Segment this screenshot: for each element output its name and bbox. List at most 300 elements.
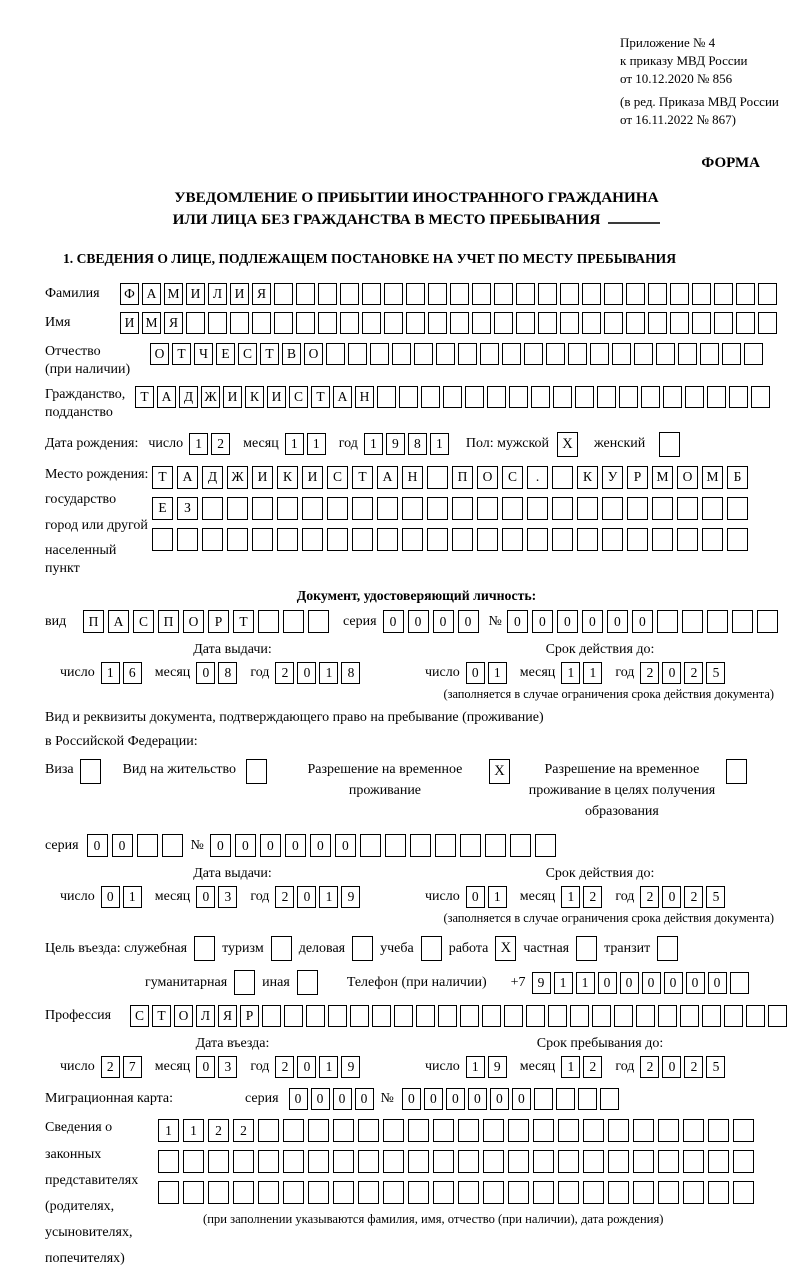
char-cell (233, 1181, 254, 1204)
char-cell (436, 343, 455, 365)
char-cell (406, 312, 425, 334)
char-cell: 0 (458, 610, 479, 633)
char-cell: 2 (583, 1056, 602, 1078)
char-cell (328, 1005, 347, 1027)
char-cell (702, 1005, 721, 1027)
char-cell (746, 1005, 765, 1027)
patronymic-label: Отчество (при наличии) (45, 343, 131, 377)
char-cell (577, 528, 598, 551)
business-checkbox (352, 936, 373, 961)
char-cell (560, 312, 579, 334)
char-cell (183, 1150, 204, 1173)
char-cell: М (702, 466, 723, 489)
char-cell: 1 (319, 1056, 338, 1078)
char-cell (702, 528, 723, 551)
char-cell: М (142, 312, 161, 334)
char-cell (485, 834, 506, 857)
char-cell (435, 834, 456, 857)
name-label: Имя (45, 314, 71, 330)
char-cell (362, 312, 381, 334)
char-cell (582, 312, 601, 334)
char-cell: 0 (408, 610, 429, 633)
char-cell: М (164, 283, 183, 305)
char-cell: 0 (297, 886, 316, 908)
char-cell (602, 497, 623, 520)
char-cell (633, 1150, 654, 1173)
section1-heading: 1. СВЕДЕНИЯ О ЛИЦЕ, ПОДЛЕЖАЩЕМ ПОСТАНОВКЕ НА УЧЕТ ПО МЕСТУ ПРЕБЫВАНИЯ (63, 250, 677, 266)
char-cell: Т (311, 386, 330, 408)
char-cell (392, 343, 411, 365)
rvp-valid-year-cells (640, 886, 728, 908)
char-cell (657, 610, 678, 633)
char-cell: 1 (488, 662, 507, 684)
char-cell (757, 610, 778, 633)
month-label: месяц (243, 436, 279, 451)
char-cell: 1 (561, 886, 580, 908)
char-cell (230, 312, 249, 334)
other-checkbox (297, 970, 318, 995)
char-cell: 1 (554, 972, 573, 994)
char-cell (546, 343, 565, 365)
char-cell (360, 834, 381, 857)
char-cell: Р (240, 1005, 259, 1027)
char-cell (383, 1150, 404, 1173)
char-cell: 2 (684, 886, 703, 908)
char-cell (619, 386, 638, 408)
char-cell (680, 1005, 699, 1027)
appendix-block (620, 34, 788, 129)
char-cell: 7 (123, 1056, 142, 1078)
char-cell: 1 (189, 433, 208, 455)
char-cell (510, 834, 531, 857)
char-cell (707, 610, 728, 633)
work-checkbox: X (495, 936, 516, 961)
char-cell (326, 343, 345, 365)
entry-month-cells (196, 1056, 240, 1078)
right-doc-options (45, 759, 788, 822)
rvp-valid-month-cells (561, 886, 605, 908)
doc-valid-day-cells (466, 662, 510, 684)
char-cell (408, 1181, 429, 1204)
char-cell: 0 (285, 834, 306, 857)
doc-valid-until-header: Срок действия до: (545, 642, 655, 658)
char-cell: 0 (708, 972, 727, 994)
char-cell (558, 1119, 579, 1142)
char-cell: 3 (218, 1056, 237, 1078)
rvp-valid-day-cells (466, 886, 510, 908)
char-cell: Я (252, 283, 271, 305)
char-cell (727, 497, 748, 520)
char-cell: 2 (211, 433, 230, 455)
char-cell (427, 528, 448, 551)
char-cell: О (677, 466, 698, 489)
char-cell: 2 (684, 662, 703, 684)
char-cell: 1 (101, 662, 120, 684)
char-cell (358, 1150, 379, 1173)
char-cell: 1 (466, 1056, 485, 1078)
char-cell: К (577, 466, 598, 489)
rvp-issue-date: число 0 1 месяц 0 3 год 2 0 1 9 (60, 886, 405, 908)
char-cell: 1 (307, 433, 326, 455)
char-cell (614, 1005, 633, 1027)
tourism-checkbox (271, 936, 292, 961)
char-cell (678, 343, 697, 365)
char-cell (509, 386, 528, 408)
form-title-line2: ИЛИ ЛИЦА БЕЗ ГРАЖДАНСТВА В МЕСТО ПРЕБЫВАНИЯ (45, 209, 788, 231)
char-cell: М (652, 466, 673, 489)
char-cell: 0 (87, 834, 108, 857)
char-cell (733, 1119, 754, 1142)
char-cell (508, 1119, 529, 1142)
rvp-number-cells (210, 834, 560, 857)
char-cell: Т (233, 610, 254, 633)
char-cell (736, 283, 755, 305)
char-cell: 5 (706, 886, 725, 908)
char-cell: 6 (123, 662, 142, 684)
char-cell (634, 343, 653, 365)
char-cell: 0 (686, 972, 705, 994)
char-cell: 0 (507, 610, 528, 633)
char-cell: 1 (488, 886, 507, 908)
char-cell (352, 497, 373, 520)
char-cell: Е (152, 497, 173, 520)
char-cell: 2 (275, 1056, 294, 1078)
char-cell (604, 283, 623, 305)
char-cell: О (304, 343, 323, 365)
char-cell (433, 1119, 454, 1142)
representatives-row2-cells (158, 1150, 758, 1173)
birthplace-row3-cells (152, 528, 752, 551)
char-cell (553, 386, 572, 408)
char-cell (372, 1005, 391, 1027)
char-cell (480, 343, 499, 365)
char-cell (502, 497, 523, 520)
work-label: работа (448, 940, 489, 956)
doc-series-label: серия (343, 613, 377, 629)
char-cell: Ж (201, 386, 220, 408)
sex-male-label: Пол: мужской (465, 435, 550, 451)
char-cell: 0 (383, 610, 404, 633)
char-cell (575, 386, 594, 408)
char-cell: С (133, 610, 154, 633)
char-cell: З (177, 497, 198, 520)
char-cell (306, 1005, 325, 1027)
char-cell (384, 283, 403, 305)
field-legal-representatives (45, 1119, 788, 1268)
title-blank-line (608, 210, 660, 224)
char-cell (352, 528, 373, 551)
char-cell (283, 610, 304, 633)
char-cell (504, 1005, 523, 1027)
char-cell: 1 (583, 662, 602, 684)
char-cell (727, 528, 748, 551)
humanitarian-label: гуманитарная (145, 974, 228, 990)
char-cell: Н (355, 386, 374, 408)
char-cell (724, 1005, 743, 1027)
char-cell (258, 1181, 279, 1204)
form-title (45, 187, 788, 231)
char-cell (502, 343, 521, 365)
char-cell: У (602, 466, 623, 489)
char-cell (692, 283, 711, 305)
char-cell: 0 (355, 1088, 374, 1110)
entry-year-cells (275, 1056, 363, 1078)
char-cell (399, 386, 418, 408)
other-label: иная (262, 974, 290, 990)
char-cell (477, 497, 498, 520)
char-cell (208, 1181, 229, 1204)
char-cell (592, 1005, 611, 1027)
char-cell (416, 1005, 435, 1027)
char-cell: 1 (319, 886, 338, 908)
char-cell (722, 343, 741, 365)
year-label: год (338, 436, 358, 451)
char-cell (714, 283, 733, 305)
doc-series-cells (383, 610, 483, 633)
char-cell (652, 497, 673, 520)
residence-permit-label: Вид на жительство (122, 762, 236, 778)
char-cell: Т (352, 466, 373, 489)
char-cell (548, 1005, 567, 1027)
rvp-limitation-note: (заполняется в случае ограничения срока действия документа) (443, 911, 774, 926)
char-cell (483, 1181, 504, 1204)
char-cell (535, 834, 556, 857)
char-cell (318, 283, 337, 305)
char-cell: 0 (297, 662, 316, 684)
stay-year-cells (640, 1056, 728, 1078)
char-cell (377, 497, 398, 520)
char-cell: 0 (662, 1056, 681, 1078)
char-cell: 0 (210, 834, 231, 857)
char-cell (227, 497, 248, 520)
char-cell: 0 (557, 610, 578, 633)
field-rvp-series-number (45, 834, 788, 857)
char-cell (283, 1119, 304, 1142)
representatives-label: Сведения о законных представителях (родителях, усыновителях, попечителях) (45, 1120, 139, 1267)
char-cell (612, 343, 631, 365)
migration-series-label: серия (245, 1091, 279, 1107)
char-cell (516, 312, 535, 334)
char-cell (340, 312, 359, 334)
char-cell (458, 1119, 479, 1142)
char-cell (402, 497, 423, 520)
migration-number-cells (402, 1088, 622, 1110)
char-cell (708, 1119, 729, 1142)
char-cell: 2 (233, 1119, 254, 1142)
char-cell: 0 (664, 972, 683, 994)
birthplace-row2-cells (152, 497, 752, 520)
char-cell: 2 (640, 662, 659, 684)
transit-checkbox (657, 936, 678, 961)
char-cell: 0 (468, 1088, 487, 1110)
official-checkbox (194, 936, 215, 961)
entry-date-header: Дата въезда: (195, 1036, 270, 1052)
char-cell (538, 283, 557, 305)
char-cell: 0 (424, 1088, 443, 1110)
char-cell (583, 1181, 604, 1204)
purpose-official-label: Цель въезда: служебная (45, 940, 188, 956)
char-cell: 0 (607, 610, 628, 633)
char-cell: 2 (684, 1056, 703, 1078)
char-cell (658, 1181, 679, 1204)
char-cell: 0 (311, 1088, 330, 1110)
char-cell (428, 283, 447, 305)
char-cell (502, 528, 523, 551)
entry-day-cells (101, 1056, 145, 1078)
char-cell (560, 283, 579, 305)
char-cell: Т (135, 386, 154, 408)
char-cell: 1 (364, 433, 383, 455)
char-cell (452, 497, 473, 520)
day-label: число (148, 436, 184, 451)
char-cell: П (83, 610, 104, 633)
char-cell: И (223, 386, 242, 408)
char-cell (472, 312, 491, 334)
char-cell (302, 497, 323, 520)
migration-series-cells (289, 1088, 377, 1110)
char-cell: 0 (662, 662, 681, 684)
stay-month-cells (561, 1056, 605, 1078)
study-checkbox (421, 936, 442, 961)
patronymic-cells (150, 343, 766, 365)
char-cell (526, 1005, 545, 1027)
char-cell (583, 1119, 604, 1142)
char-cell (428, 312, 447, 334)
char-cell (158, 1181, 179, 1204)
char-cell: 8 (341, 662, 360, 684)
char-cell (700, 343, 719, 365)
rvp-issue-month-cells (196, 886, 240, 908)
char-cell (608, 1150, 629, 1173)
doc-issue-day-cells (101, 662, 145, 684)
char-cell (658, 1005, 677, 1027)
char-cell (348, 343, 367, 365)
char-cell: 2 (101, 1056, 120, 1078)
char-cell: 1 (576, 972, 595, 994)
char-cell (308, 1150, 329, 1173)
char-cell (296, 283, 315, 305)
char-cell: 0 (333, 1088, 352, 1110)
char-cell: С (289, 386, 308, 408)
char-cell (458, 1150, 479, 1173)
char-cell (729, 386, 748, 408)
char-cell (533, 1150, 554, 1173)
birth-day-cells (189, 433, 233, 455)
char-cell: В (282, 343, 301, 365)
char-cell (633, 1181, 654, 1204)
temp-residence-label: Разрешение на временное проживание (307, 762, 463, 799)
char-cell (414, 343, 433, 365)
char-cell (233, 1150, 254, 1173)
business-label: деловая (298, 940, 346, 956)
visa-checkbox (80, 759, 101, 784)
char-cell: 0 (662, 886, 681, 908)
char-cell (751, 386, 770, 408)
rvp-valid-until-header: Срок действия до: (545, 866, 655, 882)
char-cell: Т (152, 466, 173, 489)
char-cell: Д (202, 466, 223, 489)
field-birthplace (45, 466, 788, 579)
char-cell: И (267, 386, 286, 408)
char-cell (683, 1150, 704, 1173)
char-cell: 2 (275, 886, 294, 908)
char-cell (604, 312, 623, 334)
temp-residence-checkbox: X (489, 759, 510, 784)
char-cell: И (302, 466, 323, 489)
char-cell: А (177, 466, 198, 489)
char-cell (450, 283, 469, 305)
doc-valid-year-cells (640, 662, 728, 684)
char-cell (186, 312, 205, 334)
char-cell (460, 1005, 479, 1027)
char-cell: 0 (582, 610, 603, 633)
char-cell (458, 343, 477, 365)
rvp-series-label: серия (45, 837, 79, 853)
rvp-issue-day-cells (101, 886, 145, 908)
field-identity-doc (45, 610, 788, 633)
char-cell: А (142, 283, 161, 305)
char-cell: И (230, 283, 249, 305)
char-cell (708, 1150, 729, 1173)
field-surname (45, 283, 788, 305)
char-cell: А (157, 386, 176, 408)
char-cell (465, 386, 484, 408)
char-cell: И (252, 466, 273, 489)
field-migration-card (45, 1088, 788, 1110)
char-cell: Т (152, 1005, 171, 1027)
char-cell: 3 (218, 886, 237, 908)
char-cell: А (377, 466, 398, 489)
char-cell (533, 1181, 554, 1204)
field-patronymic (45, 343, 788, 379)
char-cell: Л (196, 1005, 215, 1027)
char-cell (283, 1150, 304, 1173)
char-cell: 0 (446, 1088, 465, 1110)
char-cell (258, 610, 279, 633)
char-cell: 1 (319, 662, 338, 684)
rvp-issue-date-header: Дата выдачи: (193, 866, 272, 882)
temp-residence-edu-checkbox (726, 759, 747, 784)
char-cell (358, 1119, 379, 1142)
char-cell (433, 1150, 454, 1173)
char-cell (608, 1119, 629, 1142)
char-cell (636, 1005, 655, 1027)
char-cell: 2 (640, 1056, 659, 1078)
char-cell (433, 1181, 454, 1204)
char-cell (308, 1119, 329, 1142)
char-cell (406, 283, 425, 305)
char-cell (362, 283, 381, 305)
char-cell (733, 1150, 754, 1173)
char-cell (443, 386, 462, 408)
char-cell (333, 1181, 354, 1204)
char-cell: 1 (430, 433, 449, 455)
doc-valid-month-cells (561, 662, 605, 684)
char-cell (531, 386, 550, 408)
representatives-row1-cells (158, 1119, 758, 1142)
char-cell (477, 528, 498, 551)
char-cell (577, 497, 598, 520)
doc-valid-until-date: число 0 1 месяц 1 1 год 2 0 2 5 (425, 662, 728, 684)
char-cell: 8 (408, 433, 427, 455)
field-entry-purpose (45, 936, 788, 961)
entry-date-headers (45, 1036, 788, 1052)
doc-number-cells (507, 610, 782, 633)
doc-issue-month-cells (196, 662, 240, 684)
char-cell: 1 (561, 1056, 580, 1078)
char-cell (483, 1150, 504, 1173)
char-cell (733, 1181, 754, 1204)
